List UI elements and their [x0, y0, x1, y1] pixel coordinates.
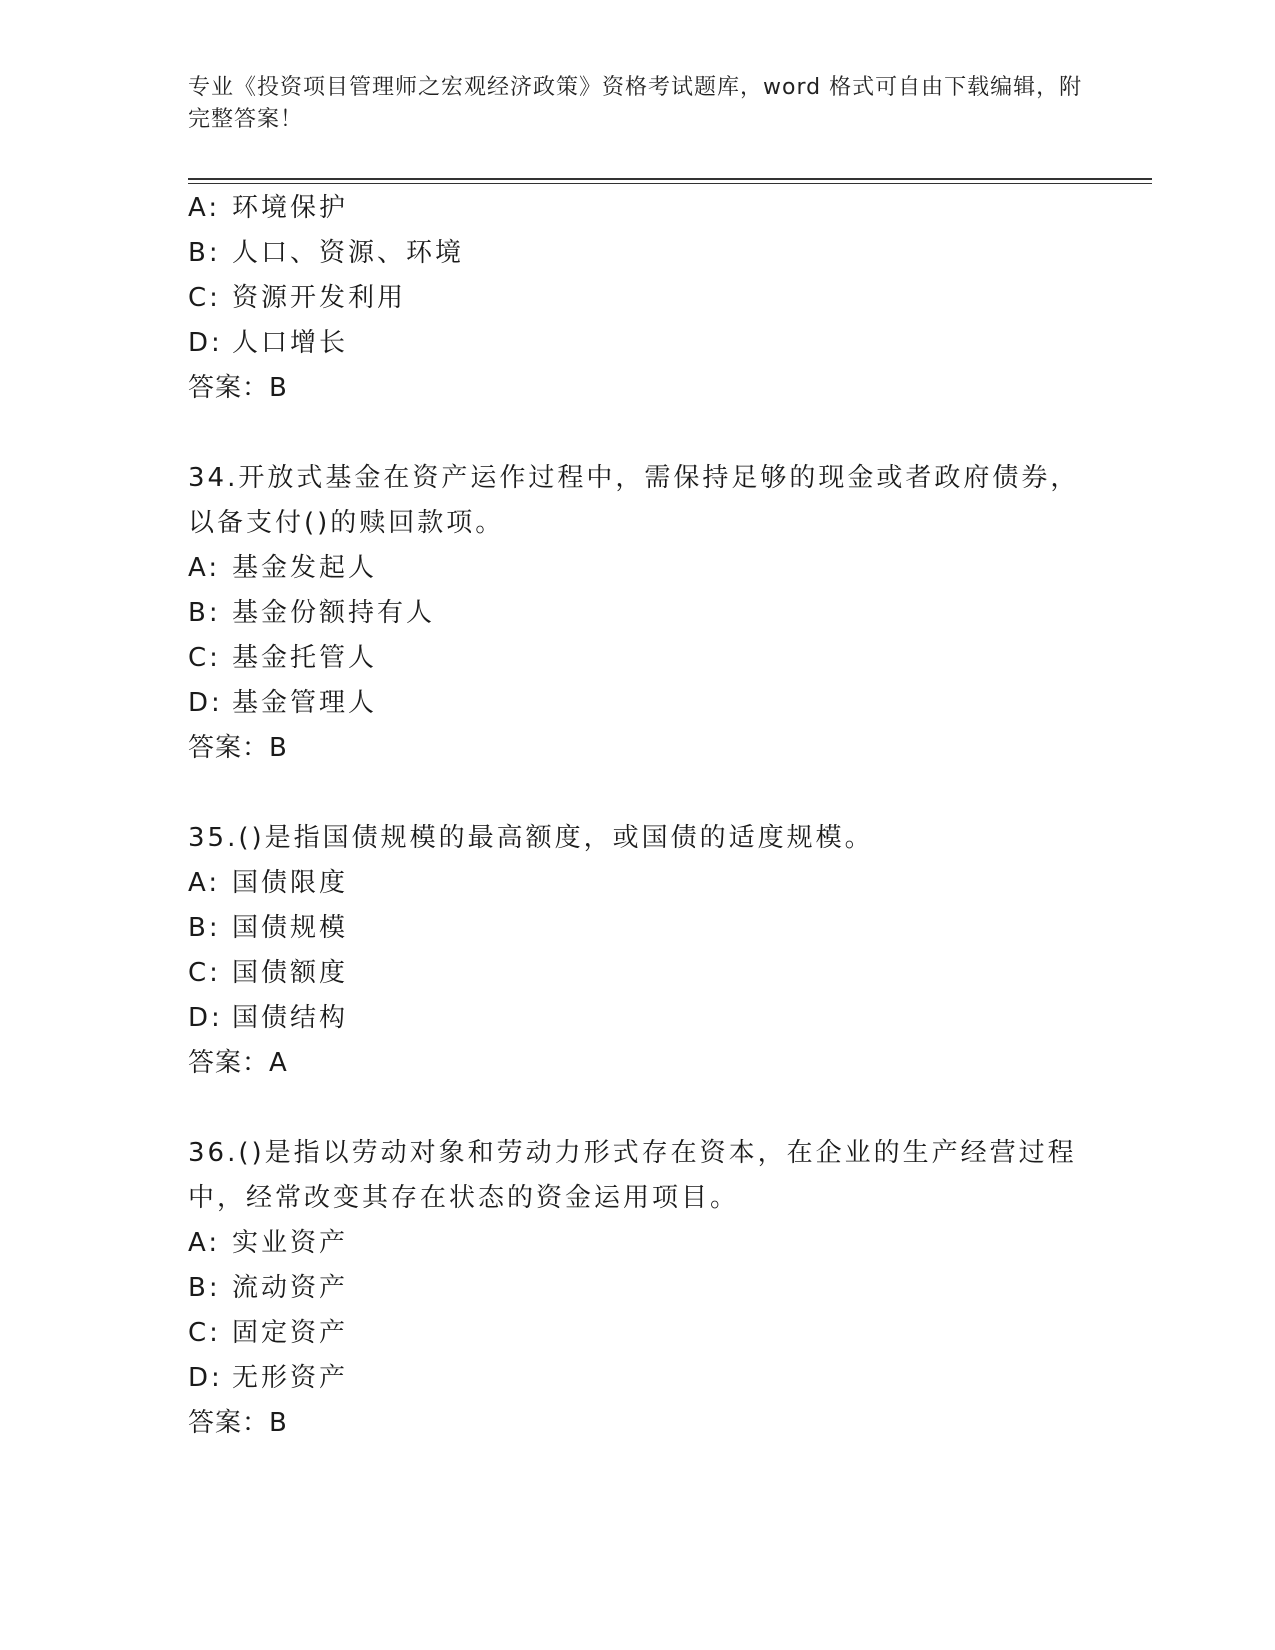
option-b [188, 1266, 1088, 1311]
option-d [188, 996, 1088, 1041]
option-text: 环境保护 [232, 193, 349, 223]
option-letter: A: [188, 193, 221, 223]
option-text: 人口、资源、环境 [232, 238, 465, 268]
option-letter: C: [188, 1318, 221, 1348]
option-a [188, 186, 1088, 231]
option-text: 基金托管人 [232, 643, 378, 673]
option-letter: D: [188, 1363, 223, 1393]
option-text: 实业资产 [232, 1228, 349, 1258]
option-letter: B: [188, 913, 221, 943]
option-letter: B: [188, 598, 221, 628]
option-text: 固定资产 [232, 1318, 349, 1348]
option-text: 国债规模 [232, 913, 349, 943]
option-letter: A: [188, 1228, 221, 1258]
question-block [188, 816, 1088, 1086]
answer-line: 答案：B [188, 1408, 288, 1438]
question-block [188, 186, 1088, 411]
option-letter: C: [188, 643, 221, 673]
option-letter: C: [188, 958, 221, 988]
option-d [188, 321, 1088, 366]
header-divider [188, 178, 1152, 180]
option-c [188, 276, 1088, 321]
option-d [188, 681, 1088, 726]
option-letter: B: [188, 1273, 221, 1303]
option-c [188, 951, 1088, 996]
question-block [188, 1131, 1088, 1446]
answer-line: 答案：B [188, 733, 288, 763]
spacer [188, 411, 1088, 456]
option-d [188, 1356, 1088, 1401]
option-letter: B: [188, 238, 221, 268]
option-b [188, 591, 1088, 636]
option-letter: C: [188, 283, 221, 313]
spacer [188, 1086, 1088, 1131]
option-letter: D: [188, 1003, 223, 1033]
option-a [188, 546, 1088, 591]
option-text: 流动资产 [232, 1273, 349, 1303]
answer-line: 答案：A [188, 1048, 288, 1078]
option-c [188, 636, 1088, 681]
question-list [188, 186, 1088, 1446]
option-text: 基金管理人 [232, 688, 378, 718]
question-stem: 34.开放式基金在资产运作过程中，需保持足够的现金或者政府债券，以备支付()的赎回款项。 [188, 463, 1080, 538]
question-block [188, 456, 1088, 771]
option-c [188, 1311, 1088, 1356]
option-letter: A: [188, 553, 221, 583]
option-text: 国债额度 [232, 958, 349, 988]
answer-line: 答案：B [188, 373, 288, 403]
header-divider-thin [188, 183, 1152, 184]
option-text: 国债限度 [232, 868, 349, 898]
option-text: 人口增长 [232, 328, 349, 358]
option-a [188, 861, 1088, 906]
option-letter: A: [188, 868, 221, 898]
option-text: 资源开发利用 [232, 283, 407, 313]
option-text: 国债结构 [232, 1003, 349, 1033]
option-b [188, 906, 1088, 951]
spacer [188, 771, 1088, 816]
option-text: 无形资产 [232, 1363, 349, 1393]
question-stem: 35.()是指国债规模的最高额度，或国债的适度规模。 [188, 823, 874, 853]
question-stem: 36.()是指以劳动对象和劳动力形式存在资本，在企业的生产经营过程中，经常改变其存在状态的资金运用项目。 [188, 1138, 1077, 1213]
option-letter: D: [188, 328, 223, 358]
option-text: 基金发起人 [232, 553, 378, 583]
option-a [188, 1221, 1088, 1266]
document-header: 专业《投资项目管理师之宏观经济政策》资格考试题库，word 格式可自由下载编辑，附完整答案！ [188, 75, 1083, 132]
option-text: 基金份额持有人 [232, 598, 436, 628]
option-letter: D: [188, 688, 223, 718]
option-b [188, 231, 1088, 276]
